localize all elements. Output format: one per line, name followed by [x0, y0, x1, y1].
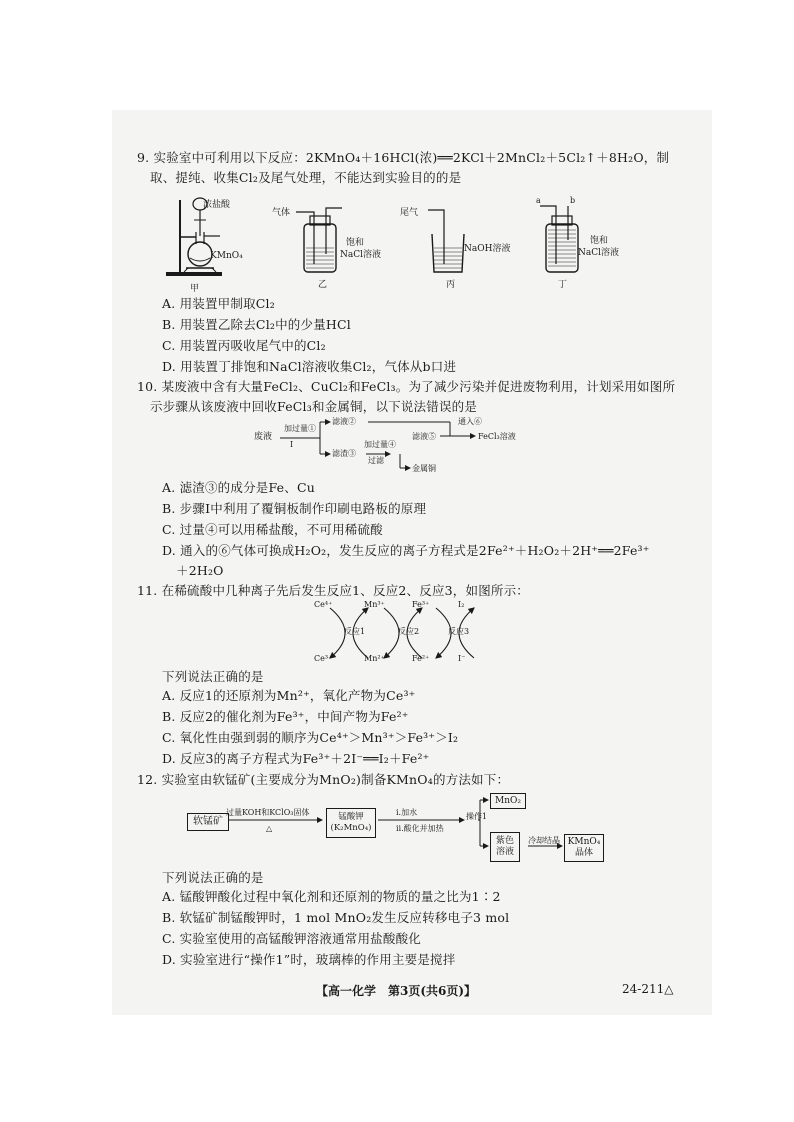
q12-box-mno2: MnO₂ — [490, 793, 526, 809]
bing-caption: 丙 — [446, 280, 456, 290]
yi-solution-label2: NaCl溶液 — [340, 250, 382, 260]
jia-top-label: 浓盐酸 — [203, 200, 231, 210]
q10-filtrate5: 滤液⑤ — [412, 432, 436, 441]
ding-solution-label1: 饱和 — [590, 236, 609, 246]
q11-mn3: Mn³⁺ — [364, 600, 385, 609]
q10-start: 废液 — [254, 432, 273, 442]
apparatus-yi-diagram — [296, 204, 346, 276]
q10-step4-bottom: 过滤 — [368, 456, 384, 465]
q10-option-d-cont: ＋2H₂O — [176, 563, 224, 578]
q11-mn2: Mn²⁺ — [364, 654, 385, 663]
q11-option-c: C. 氧化性由强到弱的顺序为Ce⁴⁺＞Mn³⁺＞Fe³⁺＞I₂ — [162, 730, 459, 745]
q10-residue3: 滤渣③ — [332, 449, 356, 458]
ding-solution-label2: NaCl溶液 — [578, 248, 620, 258]
q10-option-d: D. 通入的⑥气体可换成H₂O₂，发生反应的离子方程式是2Fe²⁺＋H₂O₂＋2H⁺══2Fe³⁺ — [162, 543, 650, 558]
q12-flow-arrows — [180, 790, 610, 866]
q10-stem-line2: 示步骤从该废液中回收FeCl₃和金属铜，以下说法错误的是 — [150, 399, 478, 414]
jia-caption: 甲 — [190, 284, 200, 294]
q12-step1: 过量KOH和KClO₃固体 — [226, 808, 310, 817]
q12-step2b: ⅱ.酸化并加热 — [396, 824, 444, 833]
footer-code: 24-211△ — [622, 982, 674, 996]
q10-step4-top: 加过量④ — [364, 440, 396, 449]
q11-prompt: 下列说法正确的是 — [162, 669, 264, 684]
q12-stem: 12. 实验室由软锰矿(主要成分为MnO₂)制备KMnO₄的方法如下： — [137, 772, 510, 787]
q10-stem-line1: 10. 某废液中含有大量FeCl₂、CuCl₂和FeCl₃。为了减少污染并促进废物利用，计划采用如图所 — [137, 379, 676, 394]
q12-box-kmno4 — [564, 834, 604, 862]
ding-port-a: a — [536, 196, 541, 205]
q12-kmno4-line2: 晶体 — [574, 848, 593, 858]
q12-option-c: C. 实验室使用的高锰酸钾溶液通常用盐酸酸化 — [162, 931, 421, 946]
yi-solution-label1: 饱和 — [346, 238, 365, 248]
q9-stem-line2: 取、提纯、收集Cl₂及尾气处理，不能达到实验目的的是 — [150, 170, 462, 185]
q9-option-a: A. 用装置甲制取Cl₂ — [162, 296, 275, 311]
q12-op1: 操作1 — [466, 812, 488, 821]
q9-stem-line1: 9. 实验室中可利用以下反应：2KMnO₄＋16HCl(浓)══2KCl＋2MnCl₂＋5Cl₂↑＋8H₂O，制 — [137, 150, 670, 165]
ding-port-b: b — [570, 196, 576, 205]
q12-kmno4-line1: KMnO₄ — [567, 837, 601, 847]
q11-fe2: Fe²⁺ — [412, 654, 430, 663]
q12-step2a: ⅰ.加水 — [396, 808, 418, 817]
q11-i2: I₂ — [458, 600, 465, 609]
q12-option-a: A. 锰酸钾酸化过程中氧化剂和还原剂的物质的量之比为1∶2 — [162, 889, 501, 904]
q11-iminus: I⁻ — [458, 654, 466, 663]
q11-r3: 反应3 — [448, 627, 470, 636]
q12-box-start: 软锰矿 — [187, 813, 229, 831]
q10-step6: 通入⑥ — [458, 417, 482, 426]
apparatus-bing-diagram — [428, 206, 468, 276]
q11-option-b: B. 反应2的催化剂为Fe³⁺，中间产物为Fe²⁺ — [162, 709, 409, 724]
bing-solution-label: NaOH溶液 — [464, 244, 511, 254]
q12-prompt: 下列说法正确的是 — [162, 870, 264, 885]
bing-inlet-label: 尾气 — [400, 208, 419, 218]
apparatus-ding-diagram — [538, 200, 588, 276]
q10-option-a: A. 滤渣③的成分是Fe、Cu — [162, 480, 315, 495]
q10-step1-bottom: I — [290, 440, 294, 449]
q10-option-b: B. 步骤Ⅰ中利用了覆铜板制作印刷电路板的原理 — [162, 501, 427, 516]
q10-product1: FeCl₃溶液 — [478, 432, 516, 441]
q10-step1-top: 加过量① — [284, 424, 316, 433]
q11-fe3: Fe³⁺ — [412, 600, 430, 609]
q11-option-a: A. 反应1的还原剂为Mn²⁺，氧化产物为Ce³⁺ — [162, 688, 416, 703]
q12-purple-line2: 溶液 — [495, 847, 514, 857]
q12-option-d: D. 实验室进行“操作1”时，玻璃棒的作用主要是搅拌 — [162, 952, 456, 967]
footer-page-info: 【高一化学 第3页(共6页)】 — [316, 984, 477, 998]
q10-flow-arrows — [270, 412, 560, 472]
q11-stem: 11. 在稀硫酸中几种离子先后发生反应1、反应2、反应3，如图所示： — [137, 583, 530, 598]
q11-ce4: Ce⁴⁺ — [314, 600, 333, 609]
q12-box-k2mno4 — [326, 808, 376, 838]
q10-filtrate2: 滤液② — [332, 417, 356, 426]
q12-purple-line1: 紫色 — [495, 836, 514, 846]
q11-option-d: D. 反应3的离子方程式为Fe³⁺＋2I⁻══I₂＋Fe²⁺ — [162, 751, 430, 766]
q11-ce3: Ce³⁺ — [314, 654, 333, 663]
q9-option-d: D. 用装置丁排饱和NaCl溶液收集Cl₂，气体从b口进 — [162, 359, 457, 374]
q9-option-b: B. 用装置乙除去Cl₂中的少量HCl — [162, 317, 351, 332]
ding-caption: 丁 — [558, 280, 568, 290]
q11-r1: 反应1 — [344, 627, 366, 636]
q10-product2: 金属铜 — [412, 464, 436, 473]
yi-caption: 乙 — [318, 280, 328, 290]
q9-option-c: C. 用装置丙吸收尾气中的Cl₂ — [162, 338, 326, 353]
q12-k2mno4-line2: (K₂MnO₄) — [330, 823, 372, 833]
jia-side-label: KMnO₄ — [210, 251, 243, 261]
q10-option-c: C. 过量④可以用稀盐酸，不可用稀硫酸 — [162, 522, 383, 537]
q12-k2mno4-line1: 锰酸钾 — [338, 812, 364, 822]
q11-r2: 反应2 — [398, 627, 420, 636]
yi-inlet-label: 气体 — [272, 208, 291, 218]
q12-option-b: B. 软锰矿制锰酸钾时，1 mol MnO₂发生反应转移电子3 mol — [162, 910, 510, 925]
q12-heat: △ — [266, 824, 273, 833]
q12-cryst: 冷却结晶 — [528, 836, 560, 845]
q12-box-purple — [490, 832, 520, 862]
